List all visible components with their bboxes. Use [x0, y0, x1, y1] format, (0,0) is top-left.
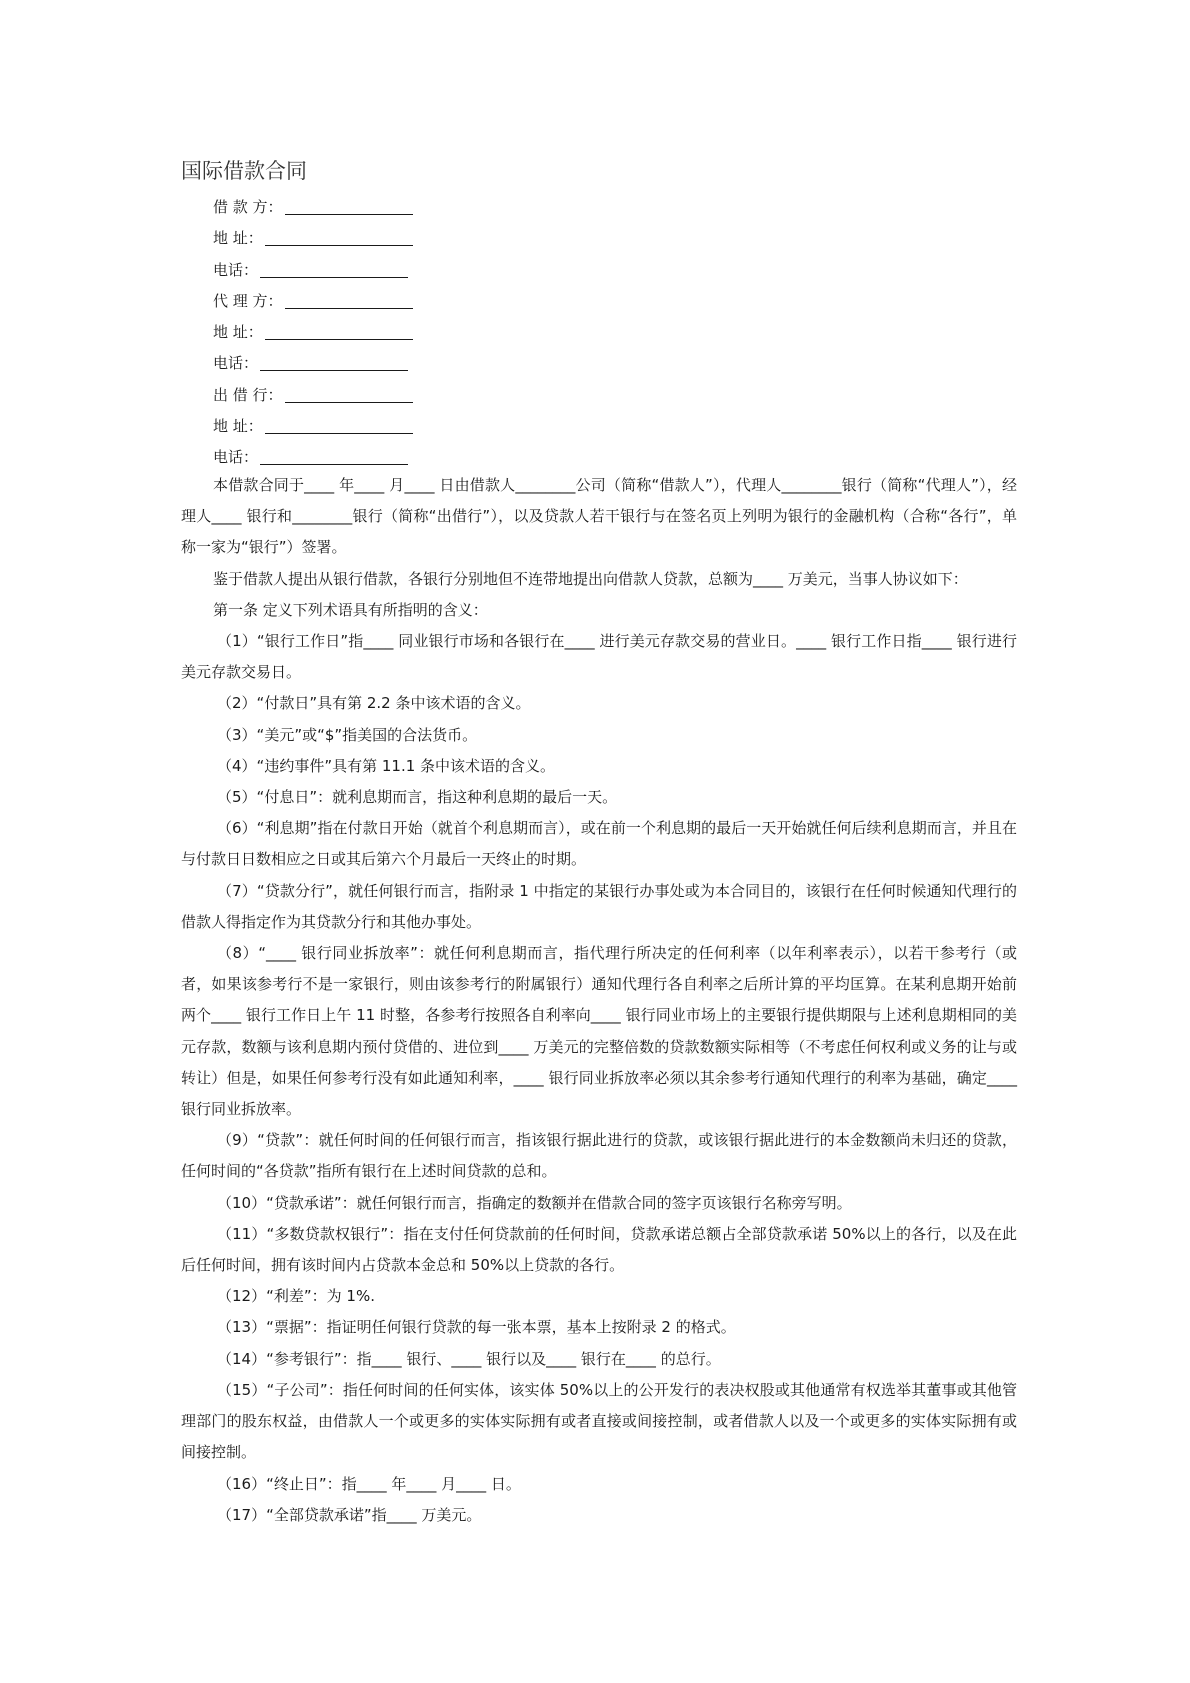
definition-item: （16）“终止日”：指____ 年____ 月____ 日。 — [217, 1474, 521, 1493]
fill-in-blank — [265, 321, 413, 340]
definition-item: （9）“贷款”：就任何时间的任何银行而言，指该银行据此进行的贷款，或该银行据此进行的本金数额尚未归还的贷款，任何时间的“各贷款”指所有银行在上述时间贷款的总和。 — [181, 1131, 1017, 1181]
definition-item: （13）“票据”：指证明任何银行贷款的每一张本票，基本上按附录 2 的格式。 — [217, 1318, 736, 1337]
body-paragraph: 本借款合同于____ 年____ 月____ 日由借款人________公司（简称“借款人”），代理人________银行（简称“代理人”），经理人____ 银行和________银行（简称“出借行”），以及贷款人若干银行与在签名页上列明为银行的金融机构（合称“各行”，单称一家为“银行”）签署。 — [181, 476, 1017, 557]
party-label: 电话： — [213, 260, 259, 279]
fill-in-blank — [285, 384, 413, 403]
definition-item: （14）“参考银行”：指____ 银行、____ 银行以及____ 银行在____ 的总行。 — [217, 1349, 721, 1368]
fill-in-blank — [265, 415, 413, 434]
definition-item: （5）“付息日”：就利息期而言，指这种利息期的最后一天。 — [217, 788, 618, 807]
party-line — [213, 348, 613, 379]
body-paragraph: 鉴于借款人提出从银行借款，各银行分别地但不连带地提出向借款人贷款，总额为____ 万美元，当事人协议如下： — [213, 569, 968, 588]
definition-item: （3）“美元”或“$”指美国的合法货币。 — [217, 725, 478, 744]
definition-item: （15）“子公司”：指任何时间的任何实体，该实体 50%以上的公开发行的表决权股或其他通常有权选举其董事或其他管理部门的股东权益，由借款人一个或更多的实体实际拥有或者直接或间接控制，或者借款人以及一个或更多的实体实际拥有或间接控制。 — [181, 1380, 1017, 1462]
fill-in-blank — [260, 446, 408, 465]
party-label: 代 理 方： — [213, 291, 283, 310]
definition-item: （7）“贷款分行”，就任何银行而言，指附录 1 中指定的某银行办事处或为本合同目的，该银行在任何时候通知代理行的借款人得指定作为其贷款分行和其他办事处。 — [181, 881, 1017, 931]
fill-in-blank — [285, 196, 413, 215]
body-paragraph: 第一条 定义下列术语具有所指明的含义： — [213, 600, 488, 619]
definition-item: （12）“利差”：为 1%. — [217, 1287, 375, 1306]
party-info-block — [213, 192, 613, 474]
party-line — [213, 380, 613, 411]
party-line — [213, 255, 613, 286]
fill-in-blank — [285, 290, 413, 309]
definition-item: （2）“付款日”具有第 2.2 条中该术语的含义。 — [217, 694, 531, 713]
document-title: 国际借款合同 — [181, 159, 307, 183]
party-line — [213, 442, 613, 473]
party-label: 地 址： — [213, 323, 263, 342]
party-line — [213, 411, 613, 442]
party-label: 电话： — [213, 448, 259, 467]
party-label: 出 借 行： — [213, 385, 283, 404]
definition-item: （4）“违约事件”具有第 11.1 条中该术语的含义。 — [217, 756, 556, 775]
fill-in-blank — [265, 227, 413, 246]
definition-item: （6）“利息期”指在付款日开始（就首个利息期而言），或在前一个利息期的最后一天开始就任何后续利息期而言，并且在与付款日日数相应之日或其后第六个月最后一天终止的时期。 — [181, 819, 1017, 869]
party-label: 地 址： — [213, 417, 263, 436]
party-label: 借 款 方： — [213, 198, 283, 216]
definition-item: （10）“贷款承诺”：就任何银行而言，指确定的数额并在借款合同的签字页该银行名称旁写明。 — [217, 1193, 852, 1212]
fill-in-blank — [260, 352, 408, 371]
party-label: 地 址： — [213, 229, 263, 248]
party-line — [213, 286, 613, 317]
definition-item: （8）“____ 银行同业拆放率”：就任何利息期而言，指代理行所决定的任何利率（以年利率表示），以若干参考行（或者，如果该参考行不是一家银行，则由该参考行的附属银行）通知代理行各自利率之后所计算的平均匡算。在某利息期开始前两个____ 银行工作日上午 11 时整，各参考行按照各自利率向____ 银行同业市场上的主要银行提供期限与上述利息期相同的美元存款，数额与该利息期内预付贷借的、进位到____ 万美元的完整倍数的贷款数额实际相等（不考虑任何权利或义务的让与或转让）但是，如果任何参考行没有如此通知利率，____ 银行同业拆放率必须以其余参考行通知代理行的利率为基础，确定____ 银行同业拆放率。 — [181, 944, 1017, 1119]
contract-body — [181, 470, 1017, 1531]
party-label: 电话： — [213, 354, 259, 373]
party-line — [213, 223, 613, 254]
fill-in-blank — [260, 259, 408, 278]
definition-item: （1）“银行工作日”指____ 同业银行市场和各银行在____ 进行美元存款交易的营业日。____ 银行工作日指____ 银行进行美元存款交易日。 — [181, 632, 1017, 682]
party-line — [213, 317, 613, 348]
definition-item: （11）“多数贷款权银行”：指在支付任何贷款前的任何时间，贷款承诺总额占全部贷款承诺 50%以上的各行，以及在此后任何时间，拥有该时间内占贷款本金总和 50%以上贷款的各行。 — [181, 1224, 1017, 1275]
party-line — [213, 192, 613, 223]
definition-item: （17）“全部贷款承诺”指____ 万美元。 — [217, 1505, 482, 1524]
